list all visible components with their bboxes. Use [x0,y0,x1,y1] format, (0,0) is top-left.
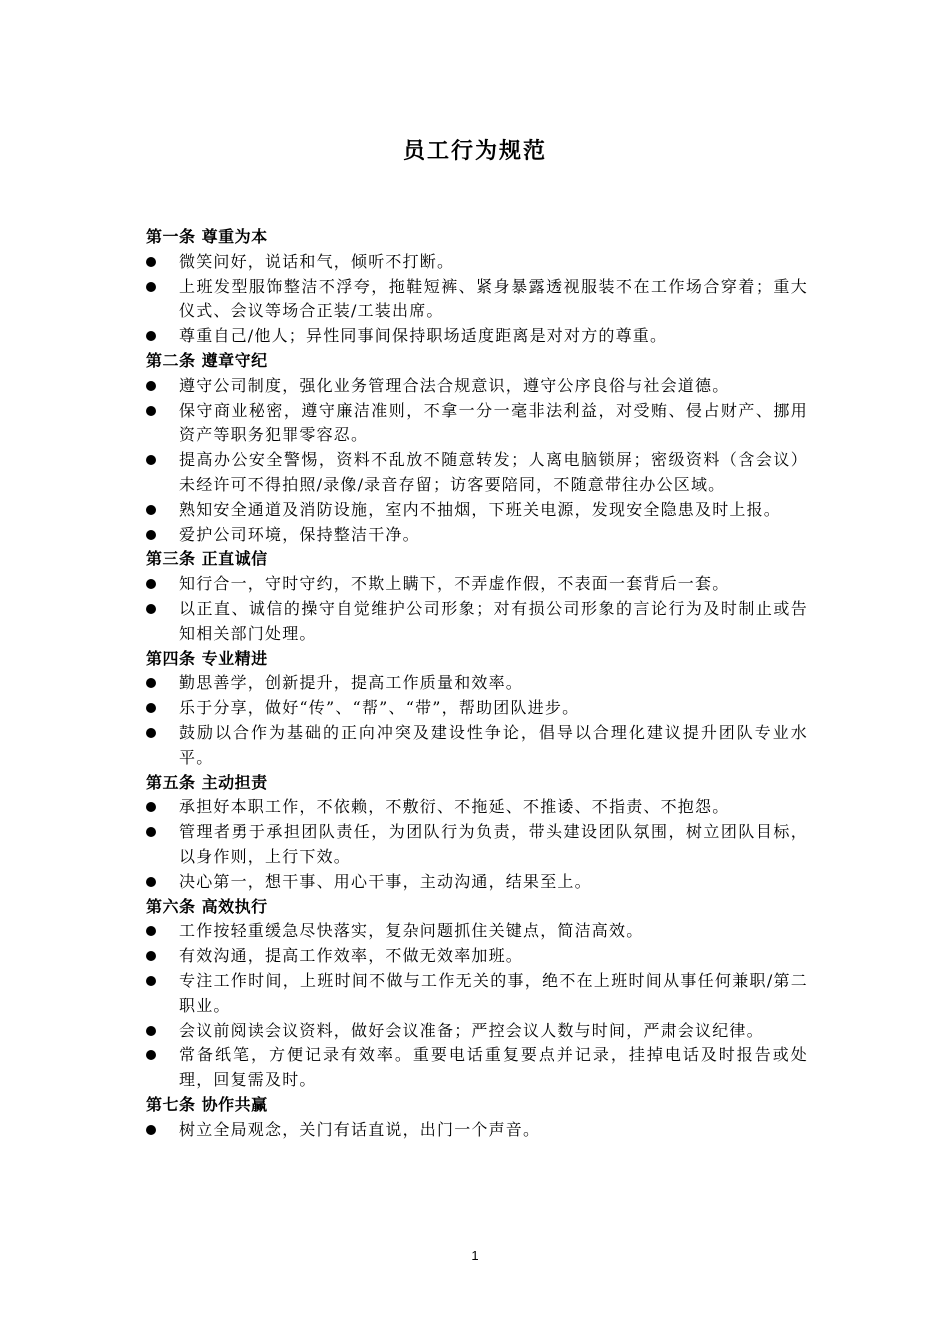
section-heading: 第五条 主动担责 [146,772,268,792]
bullet-list [146,572,808,646]
list-item [146,721,808,771]
list-item [146,919,808,944]
section-4 [146,647,808,771]
list-item [146,250,808,275]
bullet-dot-icon [146,406,156,416]
list-item-text: 专注工作时间，上班时间不做与工作无关的事，绝不在上班时间从事任何兼职/第二职业。 [179,970,808,1015]
list-item [146,1118,808,1143]
bullet-list [146,374,808,548]
bullet-dot-icon [146,678,156,688]
list-item-text: 决心第一，想干事、用心干事，主动沟通，结果至上。 [179,871,592,891]
bullet-dot-icon [146,604,156,614]
section-2 [146,349,808,547]
list-item [146,399,808,449]
bullet-dot-icon [146,257,156,267]
list-item-text: 爱护公司环境，保持整洁干净。 [179,524,420,544]
bullet-dot-icon [146,976,156,986]
list-item [146,523,808,548]
bullet-dot-icon [146,282,156,292]
list-item-text: 提高办公安全警惕，资料不乱放不随意转发；人离电脑锁屏；密级资料（含会议）未经许可不得拍照/录像/录音存留；访客要陪同，不随意带往办公区域。 [179,450,808,494]
bullet-dot-icon [146,951,156,961]
list-item-text: 尊重自己/他人；异性同事间保持职场适度距离是对对方的尊重。 [179,326,668,346]
bullet-dot-icon [146,926,156,936]
section-heading: 第六条 高效执行 [146,896,268,916]
list-item-text: 树立全局观念，关门有话直说，出门一个声音。 [179,1119,541,1139]
bullet-dot-icon [146,381,156,391]
document-body [146,225,808,1142]
list-item-text: 工作按轻重缓急尽快落实，复杂问题抓住关键点，简洁高效。 [179,921,644,941]
bullet-dot-icon [146,802,156,812]
list-item [146,671,808,696]
section-heading: 第七条 协作共赢 [146,1094,268,1114]
page-number: 1 [471,1248,479,1263]
bullet-dot-icon [146,579,156,589]
list-item-text: 微笑问好，说话和气，倾听不打断。 [179,251,455,271]
bullet-list [146,795,808,894]
list-item-text: 保守商业秘密，遵守廉洁准则，不拿一分一毫非法利益，对受贿、侵占财产、挪用资产等职务犯罪零容忍。 [179,400,808,445]
bullet-dot-icon [146,455,156,465]
list-item-text: 遵守公司制度，强化业务管理合法合规意识，遵守公序良俗与社会道德。 [179,375,730,395]
list-item-text: 鼓励以合作为基础的正向冲突及建设性争论，倡导以合理化建议提升团队专业水平。 [179,722,808,767]
list-item-text: 承担好本职工作，不依赖，不敷衍、不拖延、不推诿、不指责、不抱怨。 [179,797,730,817]
bullet-dot-icon [146,505,156,515]
bullet-list [146,671,808,770]
bullet-dot-icon [146,827,156,837]
bullet-list [146,250,808,349]
list-item [146,1043,808,1093]
bullet-dot-icon [146,703,156,713]
list-item [146,597,808,647]
list-item-text: 常备纸笔，方便记录有效率。重要电话重复要点并记录，挂掉电话及时报告或处理，回复需及时。 [179,1045,808,1090]
list-item-text: 知行合一，守时守约，不欺上瞒下，不弄虚作假，不表面一套背后一套。 [179,574,730,594]
bullet-list [146,919,808,1093]
document-title: 员工行为规范 [402,138,547,164]
section-3 [146,547,808,646]
list-item-text: 以正直、诚信的操守自觉维护公司形象；对有损公司形象的言论行为及时制止或告知相关部门处理。 [179,598,808,643]
list-item-text: 熟知安全通道及消防设施，室内不抽烟，下班关电源，发现安全隐患及时上报。 [179,499,782,519]
list-item-text: 会议前阅读会议资料，做好会议准备；严控会议人数与时间，严肃会议纪律。 [179,1020,764,1040]
section-heading: 第一条 尊重为本 [146,227,268,246]
bullet-dot-icon [146,331,156,341]
bullet-dot-icon [146,728,156,738]
bullet-dot-icon [146,1050,156,1060]
list-item [146,324,808,349]
bullet-dot-icon [146,877,156,887]
list-item [146,944,808,969]
list-item [146,870,808,895]
bullet-dot-icon [146,1026,156,1036]
list-item [146,820,808,870]
bullet-dot-icon [146,530,156,540]
list-item-text: 乐于分享，做好“传”、“帮”、“带”，帮助团队进步。 [179,698,580,718]
list-item-text: 管理者勇于承担团队责任，为团队行为负责，带头建设团队氛围，树立团队目标，以身作则，上行下效。 [179,822,808,866]
list-item [146,572,808,597]
section-5 [146,771,808,895]
bullet-list [146,1118,808,1143]
list-item [146,448,808,498]
list-item-text: 上班发型服饰整洁不浮夸，拖鞋短裤、紧身暴露透视服装不在工作场合穿着；重大仪式、会议等场合正装/工装出席。 [179,276,808,321]
section-heading: 第三条 正直诚信 [146,549,268,569]
list-item [146,969,808,1019]
list-item-text: 勤思善学，创新提升，提高工作质量和效率。 [179,673,524,693]
list-item [146,795,808,820]
list-item [146,1019,808,1044]
section-7 [146,1093,808,1143]
list-item [146,498,808,523]
section-6 [146,895,808,1093]
list-item [146,374,808,399]
list-item [146,275,808,325]
list-item-text: 有效沟通，提高工作效率，不做无效率加班。 [179,946,524,966]
list-item [146,696,808,721]
bullet-dot-icon [146,1125,156,1135]
section-heading: 第四条 专业精进 [146,648,268,668]
section-1 [146,225,808,349]
section-heading: 第二条 遵章守纪 [146,350,268,370]
